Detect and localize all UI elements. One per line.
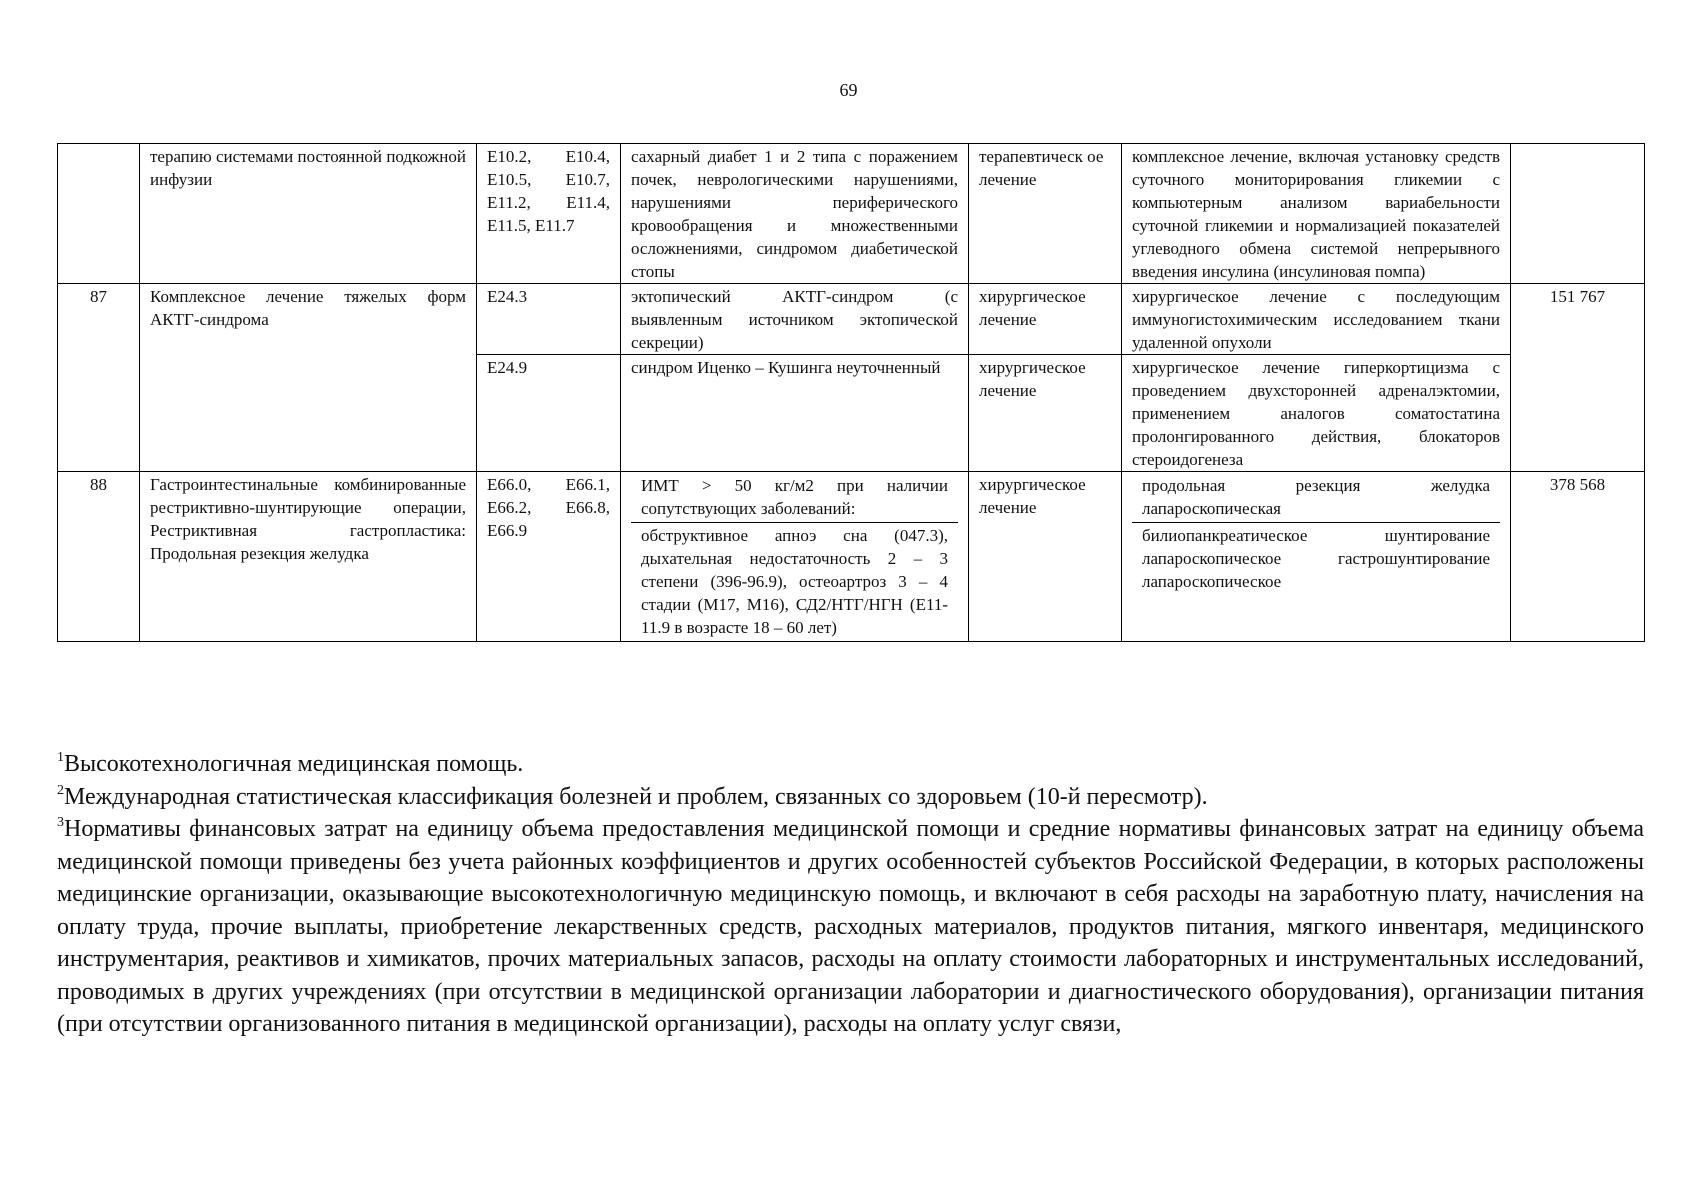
- treatment-method: хирургическое лечение с последующим иммуногистохимическим исследованием ткани удаленной опухоли: [1122, 284, 1511, 355]
- patient-model-detail: обструктивное апноэ сна (047.3), дыхательная недостаточность 2 – 3 степени (396-96.9), остеоартроз 3 – 4 стадии (M17, M16), СД2/НТГ/НГН (E11-11.9 в возрасте 18 – 60 лет): [631, 522, 958, 641]
- cost-norm: 151 767: [1511, 284, 1645, 472]
- treatment-name: терапию системами постоянной подкожной инфузии: [140, 144, 477, 284]
- footnote-mark: 1: [57, 750, 64, 765]
- icd-codes: E24.9: [477, 355, 621, 472]
- footnote-text: Высокотехнологичная медицинская помощь.: [64, 751, 524, 777]
- footnote: [57, 813, 1644, 1041]
- footnote-mark: 2: [57, 782, 64, 798]
- treatment-method: хирургическое лечение гиперкортицизма с проведением двухсторонней адреналэктомии, применением аналогов соматостатина пролонгированного действия, блокаторов стероидогенеза: [1122, 355, 1511, 472]
- treatment-method: комплексное лечение, включая установку средств суточного мониторирования гликемии с компьютерным анализом вариабельности суточной гликемии и нормализацией показателей углеводного обмена системой непрерывного введения инсулина (инсулиновая помпа): [1122, 144, 1511, 284]
- row-number: 87: [58, 284, 140, 472]
- icd-codes: E66.0, E66.1, E66.2, E66.8, E66.9: [477, 472, 621, 642]
- icd-codes: E10.2, E10.4, E10.5, E10.7, E11.2, E11.4, E11.5, E11.7: [477, 144, 621, 284]
- table-row: [58, 284, 1645, 355]
- row-number: 88: [58, 472, 140, 642]
- treatment-method-cell: [1122, 472, 1511, 642]
- patient-model: ИМТ > 50 кг/м2 при наличии сопутствующих заболеваний:: [641, 476, 948, 518]
- vmp-table: [57, 143, 1645, 642]
- footnotes: [57, 748, 1644, 1041]
- treatment-type: терапевтическ ое лечение: [969, 144, 1122, 284]
- treatment-type: хирургическое лечение: [969, 284, 1122, 355]
- footnote-text: Нормативы финансовых затрат на единицу объема предоставления медицинской помощи и средние нормативы финансовых затрат на единицу объема медицинской помощи приведены без учета районных коэффициентов и других особенностей субъектов Российской Федерации, в которых расположены медицинские организации, оказывающие высокотехнологичную медицинскую помощь, и включают в себя расходы на заработную плату, начисления на оплату труда, прочие выплаты, приобретение лекарственных средств, расходных материалов, продуктов питания, мягкого инвентаря, медицинского инструментария, реактивов и химикатов, прочих материальных запасов, расходы на оплату стоимости лабораторных и инструментальных исследований, проводимых в других учреждениях (при отсутствии в медицинской организации лаборатории и диагностического оборудования), организации питания (при отсутствии организованного питания в медицинской организации), расходы на оплату услуг связи,: [57, 816, 1644, 1037]
- treatment-name: Гастроинтестинальные комбинированные рестриктивно-шунтирующие операции, Рестриктивная гастропластика: Продольная резекция желудка: [140, 472, 477, 642]
- footnote: [57, 781, 1644, 814]
- treatment-name: Комплексное лечение тяжелых форм АКТГ-синдрома: [140, 284, 477, 472]
- table-row: [58, 472, 1645, 642]
- treatment-method-detail: билиопанкреатическое шунтирование лапароскопическое гастрошунтирование лапароскопическое: [1132, 522, 1500, 595]
- patient-model: эктопический АКТГ-синдром (с выявленным источником эктопической секреции): [621, 284, 969, 355]
- footnote-text: Международная статистическая классификация болезней и проблем, связанных со здоровьем (10-й пересмотр).: [64, 783, 1208, 810]
- treatment-method: продольная резекция желудка лапароскопическая: [1142, 476, 1490, 518]
- patient-model: сахарный диабет 1 и 2 типа с поражением почек, неврологическими нарушениями, нарушениями периферического кровообращения и множественными осложнениями, синдромом диабетической стопы: [621, 144, 969, 284]
- patient-model: синдром Иценко – Кушинга неуточненный: [621, 355, 969, 472]
- icd-codes: E24.3: [477, 284, 621, 355]
- patient-model-cell: [621, 472, 969, 642]
- cost-norm: 378 568: [1511, 472, 1645, 642]
- row-number: [58, 144, 140, 284]
- footnote-mark: 3: [57, 815, 64, 830]
- page-number: 69: [839, 80, 858, 100]
- table-row: [58, 144, 1645, 284]
- cost-norm: [1511, 144, 1645, 284]
- treatment-type: хирургическое лечение: [969, 355, 1122, 472]
- footnote: [57, 748, 1644, 781]
- treatment-type: хирургическое лечение: [969, 472, 1122, 642]
